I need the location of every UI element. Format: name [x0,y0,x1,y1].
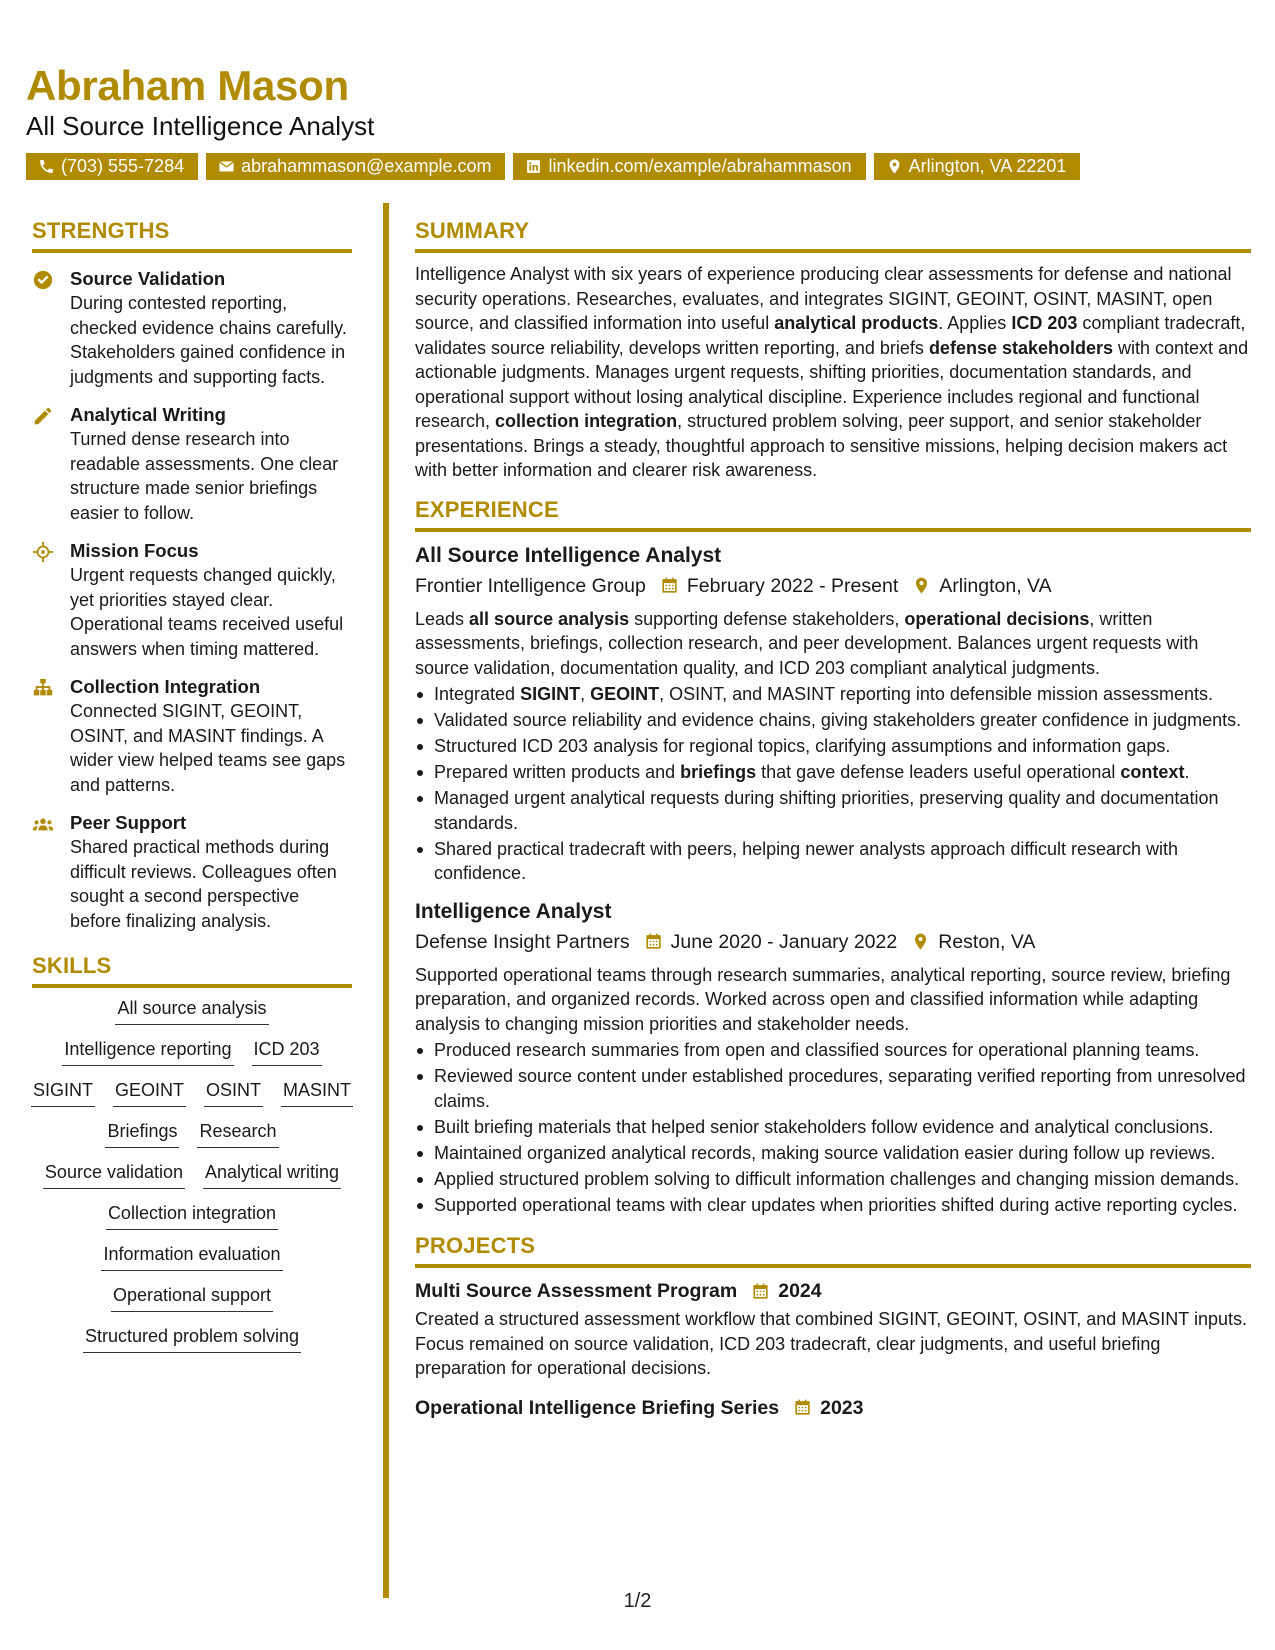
phone-icon [38,158,55,175]
skill-tag: Collection integration [106,1201,278,1230]
job-entry [415,542,1251,886]
skill-tag: Source validation [43,1160,185,1189]
map-pin-icon [911,932,930,951]
map-pin-icon [912,576,931,595]
strength-desc: During contested reporting, checked evidence chains carefully. Stakeholders gained confidence in judgments and supporting facts. [70,293,347,387]
contact-location [874,153,1081,180]
bullet-item: Maintained organized analytical records, making source validation easier during follow up reviews. [415,1141,1251,1166]
strength-desc: Shared practical methods during difficult reviews. Colleagues often sought a second perspective before finalizing analysis. [70,837,337,931]
right-column [415,218,1251,1422]
column-divider [383,203,389,1598]
strength-title: Collection Integration [70,676,261,697]
job-company: Defense Insight Partners [415,930,630,953]
experience-heading: EXPERIENCE [415,497,1251,532]
skills-heading: SKILLS [32,953,352,988]
project-description: Created a structured assessment workflow that combined SIGINT, GEOINT, OSINT, and MASINT inputs. Focus remained on source validation, ICD 203 tradecraft, clear judgments, and useful briefing preparation for operational decisions. [415,1309,1247,1378]
strength-desc: Connected SIGINT, GEOINT, OSINT, and MASINT findings. A wider view helped teams see gaps and patterns. [70,701,346,795]
project-year: 2023 [820,1396,864,1419]
strength-item [32,675,352,797]
job-location: Arlington, VA [939,574,1052,597]
contact-email-text: abrahammason@example.com [241,156,492,176]
contact-bar [26,153,1080,180]
bullet-item: Prepared written products and briefings that gave defense leaders useful operational context. [415,760,1251,785]
strength-title: Peer Support [70,812,187,833]
strength-title: Source Validation [70,268,226,289]
left-column [32,218,352,1365]
crosshairs-icon [32,541,54,563]
job-bullets [415,682,1251,886]
bullet-item: Produced research summaries from open and classified sources for operational planning teams. [415,1038,1251,1063]
contact-email[interactable] [206,153,505,180]
job-bullets [415,1038,1251,1217]
contact-linkedin[interactable] [513,153,865,180]
summary-text: Intelligence Analyst with six years of experience producing clear assessments for defense and national security operations. Researches, evaluates, and integrates SIGINT, GEOINT, OSINT, MASINT, open source, and classified information into useful analytical products. Applies ICD 203 compliant tradecraft, validates source reliability, develops written reporting, and briefs defense stakeholders with context and actionable judgments. Manages urgent requests, shifting priorities, documentation standards, and operational support without losing analytical discipline. Experience includes regional and functional research, collection integration, structured problem solving, peer support, and senior stakeholder presentations. Brings a steady, thoughtful approach to sensitive missions, helping decision makers act with better information and clearer risk awareness. [415,264,1249,480]
strength-item [32,267,352,389]
job-title: All Source Intelligence Analyst [415,543,722,567]
job-title: Intelligence Analyst [415,899,612,923]
project-title: Multi Source Assessment Program [415,1280,738,1302]
calendar-icon [644,932,663,951]
skill-tag: MASINT [281,1078,353,1107]
job-meta [415,927,1251,957]
skill-tag: All source analysis [115,996,268,1025]
skill-tag: GEOINT [113,1078,186,1107]
job-dates: February 2022 - Present [686,574,899,597]
skill-tag: Information evaluation [101,1242,282,1271]
strength-title: Analytical Writing [70,404,226,425]
skill-tag: Briefings [105,1119,179,1148]
check-circle-icon [32,269,54,291]
bullet-item: Applied structured problem solving to difficult information challenges and changing mission demands. [415,1167,1251,1192]
skill-tag: Structured problem solving [83,1324,301,1353]
page-number: 1/2 [623,1590,652,1612]
contact-phone-text: (703) 555-7284 [61,156,185,176]
pencil-icon [32,405,54,427]
bullet-item: Supported operational teams with clear updates when priorities shifted during active reporting cycles. [415,1193,1251,1218]
strength-item [32,539,352,661]
strengths-heading: STRENGTHS [32,218,352,253]
skill-tag: ICD 203 [252,1037,322,1066]
project-entry [415,1394,1251,1422]
sitemap-icon [32,677,54,699]
skill-tag: Operational support [111,1283,273,1312]
skills-list [32,996,352,1353]
users-icon [32,813,54,835]
calendar-icon [751,1282,770,1301]
linkedin-icon [525,158,542,175]
calendar-icon [793,1398,812,1417]
strength-item [32,811,352,933]
bullet-item: Managed urgent analytical requests during shifting priorities, preserving quality and documentation standards. [415,786,1251,835]
bullet-item: Shared practical tradecraft with peers, helping newer analysts approach difficult research with confidence. [415,837,1251,886]
bullet-item: Validated source reliability and evidence chains, giving stakeholders greater confidence in judgments. [415,708,1251,733]
contact-linkedin-text: linkedin.com/example/abrahammason [548,156,852,176]
map-pin-icon [886,158,903,175]
strength-title: Mission Focus [70,540,199,561]
project-title: Operational Intelligence Briefing Series [415,1396,780,1419]
bullet-item: Reviewed source content under established procedures, separating verified reporting from unresolved claims. [415,1064,1251,1113]
candidate-name: Abraham Mason [26,62,349,109]
strength-item [32,403,352,525]
project-year: 2024 [778,1280,822,1302]
skill-tag: SIGINT [31,1078,95,1107]
project-title-row [415,1277,1251,1305]
projects-heading: PROJECTS [415,1233,1251,1268]
job-company: Frontier Intelligence Group [415,574,646,597]
candidate-title: All Source Intelligence Analyst [26,111,375,141]
strength-desc: Urgent requests changed quickly, yet priorities stayed clear. Operational teams received useful answers when timing mattered. [70,565,344,659]
bullet-item: Integrated SIGINT, GEOINT, OSINT, and MASINT reporting into defensible mission assessments. [415,682,1251,707]
project-entry [415,1277,1251,1381]
project-title-row [415,1394,1251,1422]
skill-tag: Research [197,1119,278,1148]
job-location: Reston, VA [938,930,1036,953]
skill-tag: Analytical writing [203,1160,341,1189]
envelope-icon [218,158,235,175]
job-description: Supported operational teams through research summaries, analytical reporting, source review, briefing preparation, and organized records. Worked across open and classified information while adapting analysis to changing mission priorities and stakeholder needs. [415,964,1231,1034]
summary-heading: SUMMARY [415,218,1251,253]
job-description: Leads all source analysis supporting defense stakeholders, operational decisions, written assessments, briefings, collection research, and peer development. Balances urgent requests with source validation, documentation quality, and ICD 203 compliant analytical judgments. [415,608,1199,678]
bullet-item: Structured ICD 203 analysis for regional topics, clarifying assumptions and information gaps. [415,734,1251,759]
skill-tag: OSINT [204,1078,263,1107]
calendar-icon [660,576,679,595]
job-meta [415,571,1251,601]
job-dates: June 2020 - January 2022 [670,930,898,953]
strength-desc: Turned dense research into readable assessments. One clear structure made senior briefings easier to follow. [70,429,339,523]
strengths-list [32,267,352,933]
contact-location-text: Arlington, VA 22201 [908,156,1067,176]
contact-phone[interactable] [26,153,198,180]
bullet-item: Built briefing materials that helped senior stakeholders follow evidence and analytical conclusions. [415,1115,1251,1140]
skill-tag: Intelligence reporting [62,1037,233,1066]
job-entry [415,898,1251,1218]
